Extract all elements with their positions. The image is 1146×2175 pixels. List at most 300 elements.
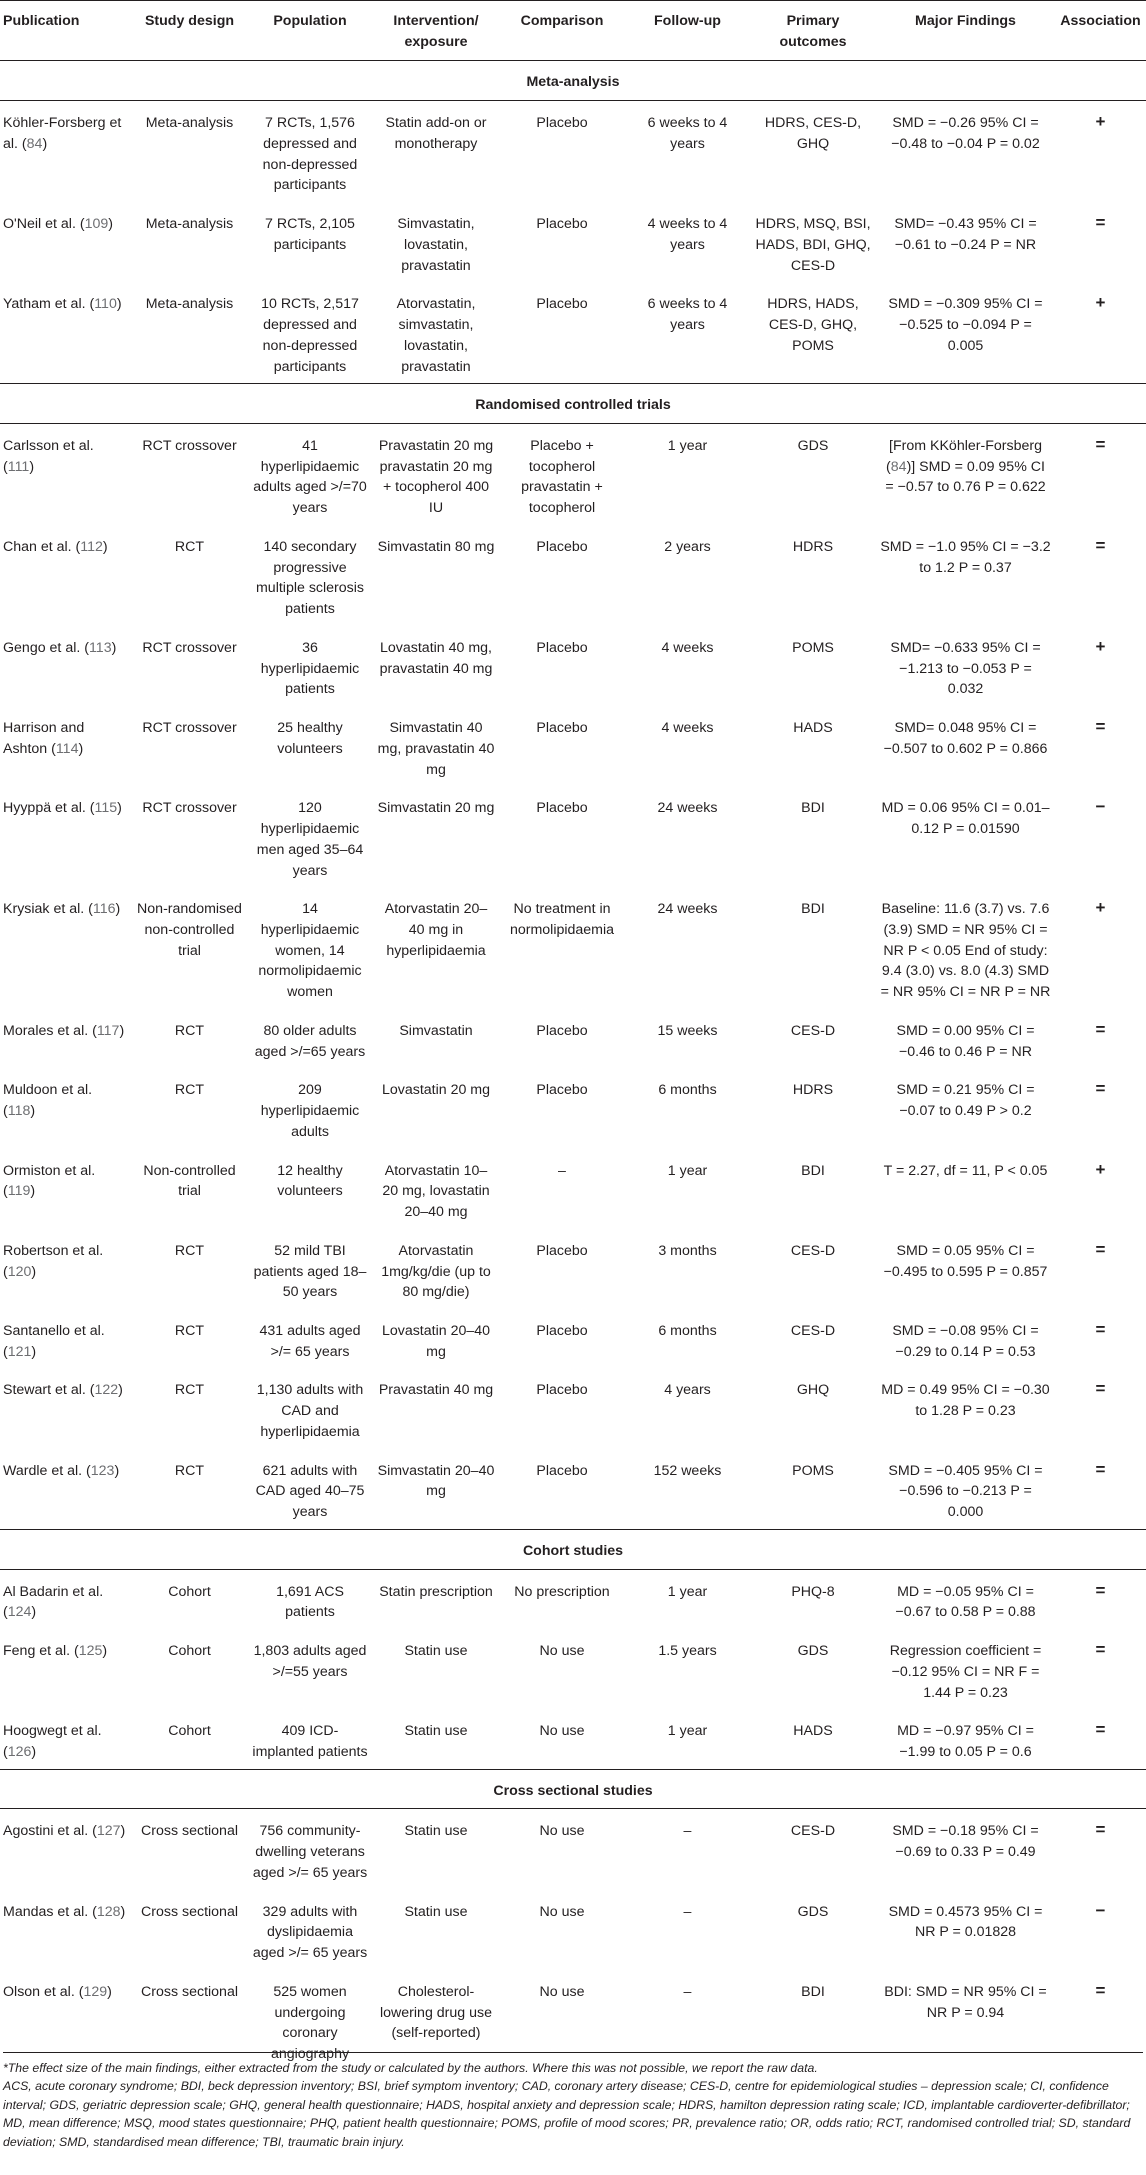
publication-close: ) bbox=[114, 1462, 120, 1479]
cell-intervention: Simvastatin 20–40 mg bbox=[377, 1462, 495, 1500]
cell-association: + bbox=[1095, 898, 1106, 918]
cell-follow-up: 4 years bbox=[664, 1382, 711, 1399]
table-row bbox=[0, 282, 1146, 383]
cell-intervention: Pravastatin 40 mg bbox=[378, 1382, 494, 1399]
cell-major-findings bbox=[876, 786, 1055, 887]
header-intervention: Intervention/ exposure bbox=[373, 1, 499, 61]
table-row bbox=[0, 525, 1146, 626]
publication-close: ) bbox=[31, 1604, 37, 1621]
findings-text: Regression coefficient = −0.12 95% CI = NR F = 1.44 P = 0.23 bbox=[889, 1643, 1042, 1701]
cell-primary-outcomes: CES-D bbox=[790, 1022, 836, 1039]
findings-text: SMD = −0.18 95% CI = −0.69 to 0.33 P = 0.49 bbox=[892, 1823, 1039, 1861]
cell-primary-outcomes: POMS bbox=[792, 639, 834, 656]
cell-publication bbox=[0, 887, 132, 1009]
table-row bbox=[0, 1068, 1146, 1148]
findings-text: SMD= −0.43 95% CI = −0.61 to −0.24 P = NR bbox=[894, 216, 1037, 253]
table-row bbox=[0, 1569, 1146, 1629]
findings-text: SMD= −0.633 95% CI = −1.213 to −0.053 P = 0.032 bbox=[890, 639, 1041, 698]
cell-study-design: RCT crossover bbox=[142, 639, 237, 656]
cell-primary-outcomes: PHQ-8 bbox=[791, 1583, 835, 1600]
table-row bbox=[0, 202, 1146, 282]
publication-close: ) bbox=[111, 639, 117, 656]
cell-study-design: Cohort bbox=[168, 1583, 211, 1600]
cell-population: 14 hyperlipidaemic women, 14 normolipidaemic women bbox=[258, 901, 362, 1001]
publication-close: ) bbox=[107, 1983, 112, 2000]
reference-number: 84 bbox=[26, 135, 43, 152]
cell-major-findings bbox=[876, 1149, 1055, 1229]
reference-number: 122 bbox=[94, 1382, 119, 1399]
cell-association: = bbox=[1095, 213, 1106, 233]
reference-number: 127 bbox=[96, 1823, 121, 1840]
table-row bbox=[0, 101, 1146, 202]
cell-population: 1,130 adults with CAD and hyperlipidaemia bbox=[256, 1382, 364, 1440]
cell-comparison: Placebo bbox=[536, 1082, 588, 1099]
reference-number: 115 bbox=[94, 800, 118, 817]
table-row bbox=[0, 1709, 1146, 1769]
header-publication: Publication bbox=[0, 1, 132, 61]
cell-follow-up: – bbox=[683, 1903, 692, 1920]
cell-intervention: Simvastatin bbox=[399, 1022, 473, 1039]
cell-population: 7 RCTs, 2,105 participants bbox=[265, 216, 355, 253]
table-row bbox=[0, 1149, 1146, 1229]
cell-population: 120 hyperlipidaemic men aged 35–64 years bbox=[256, 800, 364, 879]
cell-study-design: RCT crossover bbox=[142, 720, 237, 737]
publication-authors: Carlsson et al. ( bbox=[3, 438, 94, 475]
cell-association: = bbox=[1095, 1980, 1106, 2000]
cell-study-design: RCT bbox=[174, 1462, 205, 1479]
publication-authors: Hyyppä et al. ( bbox=[3, 800, 95, 817]
cell-association: + bbox=[1095, 112, 1106, 132]
cell-association: = bbox=[1095, 1459, 1106, 1479]
cell-association: + bbox=[1095, 293, 1106, 313]
header-study-design: Study design bbox=[132, 1, 247, 61]
cell-comparison: No use bbox=[539, 1903, 585, 1920]
cell-primary-outcomes: BDI bbox=[801, 800, 825, 817]
findings-text: MD = 0.49 95% CI = −0.30 to 1.28 P = 0.23 bbox=[881, 1382, 1050, 1420]
cell-major-findings bbox=[876, 1309, 1055, 1368]
publication-authors: Köhler-Forsberg et al. ( bbox=[3, 115, 122, 152]
cell-population: 329 adults with dyslipidaemia aged >/= 65 years bbox=[252, 1903, 368, 1962]
cell-population: 756 community-dwelling veterans aged >/= 65 years bbox=[252, 1823, 368, 1881]
cell-publication bbox=[0, 1890, 132, 1970]
publication-authors: Mandas et al. ( bbox=[3, 1903, 97, 1920]
cell-intervention: Statin use bbox=[404, 1643, 468, 1660]
publication-close: ) bbox=[31, 1744, 37, 1760]
cell-publication bbox=[0, 1809, 132, 1890]
cell-publication bbox=[0, 1068, 132, 1148]
cell-association: = bbox=[1095, 1580, 1106, 1600]
cell-study-design: RCT bbox=[174, 1242, 205, 1259]
cell-association: = bbox=[1095, 1720, 1106, 1740]
cell-population: 52 mild TBI patients aged 18–50 years bbox=[253, 1242, 367, 1301]
cell-intervention: Simvastatin 80 mg bbox=[377, 538, 495, 555]
table-row bbox=[0, 1309, 1146, 1368]
cell-study-design: RCT bbox=[174, 538, 205, 555]
cell-primary-outcomes: HDRS bbox=[792, 538, 834, 555]
cell-study-design: Cross sectional bbox=[141, 1983, 238, 2000]
cell-publication bbox=[0, 1149, 132, 1229]
cell-publication bbox=[0, 1009, 132, 1068]
findings-text: Baseline: 11.6 (3.7) vs. 7.6 (3.9) SMD = NR 95% CI = NR P < 0.05 End of study: 9.4 (3.0) vs. 8.0 (4.3) SMD = NR 95% CI = NR P = NR bbox=[880, 901, 1051, 1001]
header-row bbox=[0, 1, 1146, 61]
cell-follow-up: 152 weeks bbox=[653, 1462, 722, 1479]
cell-comparison: No use bbox=[539, 1643, 585, 1660]
cell-publication bbox=[0, 706, 132, 786]
cell-population: 25 healthy volunteers bbox=[277, 720, 343, 757]
cell-primary-outcomes: GDS bbox=[797, 1903, 829, 1920]
cell-major-findings bbox=[876, 1009, 1055, 1068]
cell-association: = bbox=[1095, 1239, 1106, 1259]
table-row bbox=[0, 1229, 1146, 1309]
cell-intervention: Lovastatin 20–40 mg bbox=[381, 1322, 491, 1360]
cell-comparison: Placebo bbox=[536, 216, 588, 233]
findings-text: SMD = −0.405 95% CI = −0.596 to −0.213 P = 0.000 bbox=[888, 1462, 1043, 1521]
cell-major-findings bbox=[876, 706, 1055, 786]
section-header-row bbox=[0, 384, 1146, 424]
cell-major-findings bbox=[876, 1629, 1055, 1709]
cell-intervention: Simvastatin, lovastatin, pravastatin bbox=[397, 216, 475, 274]
cell-follow-up: 6 months bbox=[658, 1082, 717, 1099]
footnote-abbreviations: ACS, acute coronary syndrome; BDI, beck depression inventory; BSI, brief symptom inventory; CAD, coronary artery disease; CES-D, centre for epidemiological studies – depression scale; CI, confidence interval; GDS, geriatric depression scale; GHQ, general health questionnaire; HADS, hospital anxiety and depression scale; HDRS, hamilton depression rating scale; ICD, implantable cardioverter-defibrillator; MD, mean difference; MSQ, mood states questionnaire; PHQ, patient health questionnaire; POMS, profile of mood scores; PR, prevalence ratio; OR, odds ratio; RCT, randomised controlled trial; SD, standard deviation; SMD, standardised mean difference; TBI, traumatic brain injury. bbox=[3, 2079, 1131, 2149]
cell-major-findings bbox=[876, 626, 1055, 706]
findings-text: SMD = 0.00 95% CI = −0.46 to 0.46 P = NR bbox=[896, 1022, 1035, 1060]
publication-authors: Chan et al. ( bbox=[3, 538, 81, 555]
cell-follow-up: 1.5 years bbox=[658, 1643, 717, 1660]
cell-publication bbox=[0, 424, 132, 525]
cell-publication bbox=[0, 1709, 132, 1769]
cell-major-findings bbox=[876, 1068, 1055, 1148]
cell-comparison: Placebo bbox=[536, 296, 588, 313]
cell-population: 525 women undergoing coronary angiography bbox=[270, 1983, 350, 2063]
table-header bbox=[0, 1, 1146, 61]
cell-population: 7 RCTs, 1,576 depressed and non-depressed participants bbox=[262, 115, 358, 194]
reference-number: 128 bbox=[96, 1903, 121, 1920]
reference-number: 110 bbox=[94, 296, 117, 313]
cell-major-findings bbox=[876, 887, 1055, 1009]
section-title: Cross sectional studies bbox=[0, 1769, 1146, 1809]
cell-association: = bbox=[1095, 1319, 1106, 1339]
footnote-effect-size: *The effect size of the main findings, either extracted from the study or calculated by the authors. Where this was not possible, we report the raw data. bbox=[3, 2061, 818, 2075]
cell-major-findings bbox=[876, 424, 1055, 525]
cell-primary-outcomes: POMS bbox=[792, 1462, 834, 1479]
cell-primary-outcomes: CES-D bbox=[790, 1322, 836, 1339]
cell-major-findings bbox=[876, 1569, 1055, 1629]
cell-follow-up: 24 weeks bbox=[657, 800, 718, 817]
cell-publication bbox=[0, 1368, 132, 1448]
cell-primary-outcomes: HDRS, CES-D, GHQ bbox=[764, 115, 862, 152]
cell-follow-up: 1 year bbox=[667, 438, 708, 455]
findings-text: SMD= 0.048 95% CI = −0.507 to 0.602 P = 0.866 bbox=[883, 720, 1048, 757]
cell-population: 431 adults aged >/= 65 years bbox=[259, 1322, 361, 1360]
cell-intervention: Statin prescription bbox=[379, 1583, 493, 1600]
cell-publication bbox=[0, 1229, 132, 1309]
findings-text: SMD = −1.0 95% CI = −3.2 to 1.2 P = 0.37 bbox=[880, 538, 1051, 576]
cell-publication bbox=[0, 786, 132, 887]
publication-authors: Krysiak et al. ( bbox=[3, 901, 93, 918]
cell-major-findings bbox=[876, 1229, 1055, 1309]
cell-comparison: Placebo bbox=[536, 720, 588, 737]
cell-study-design: RCT bbox=[174, 1322, 205, 1339]
cell-population: 10 RCTs, 2,517 depressed and non-depressed participants bbox=[261, 296, 359, 375]
cell-primary-outcomes: GDS bbox=[797, 438, 829, 455]
cell-study-design: RCT crossover bbox=[142, 438, 237, 455]
cell-intervention: Statin use bbox=[404, 1723, 468, 1740]
cell-major-findings bbox=[876, 1449, 1055, 1530]
table-row bbox=[0, 1629, 1146, 1709]
publication-authors: Ormiston et al. ( bbox=[3, 1162, 96, 1200]
cell-population: 41 hyperlipidaemic adults aged >/=70 years bbox=[253, 438, 367, 517]
section-header-row bbox=[0, 61, 1146, 101]
cell-association: = bbox=[1095, 1079, 1106, 1099]
publication-close: ) bbox=[116, 296, 122, 313]
cell-publication bbox=[0, 282, 132, 383]
cell-comparison: Placebo bbox=[536, 1242, 588, 1259]
findings-text: MD = −0.05 95% CI = −0.67 to 0.58 P = 0.88 bbox=[895, 1583, 1036, 1621]
publication-close: ) bbox=[120, 1823, 126, 1840]
publication-authors: Feng et al. ( bbox=[3, 1643, 79, 1660]
table-row bbox=[0, 1809, 1146, 1890]
cell-association: = bbox=[1095, 435, 1106, 455]
cell-primary-outcomes: HADS bbox=[793, 1723, 833, 1740]
cell-follow-up: 24 weeks bbox=[657, 901, 718, 918]
findings-text: SMD = 0.21 95% CI = −0.07 to 0.49 P > 0.2 bbox=[896, 1082, 1035, 1120]
cell-comparison: No use bbox=[539, 1823, 585, 1840]
cell-major-findings bbox=[876, 101, 1055, 202]
section-title: Meta-analysis bbox=[0, 61, 1146, 101]
cell-study-design: Cross sectional bbox=[141, 1823, 238, 1840]
reference-number: 120 bbox=[7, 1263, 32, 1280]
reference-number: 126 bbox=[7, 1744, 32, 1760]
cell-comparison: Placebo bbox=[536, 1382, 588, 1399]
cell-study-design: Meta-analysis bbox=[145, 115, 234, 132]
cell-population: 209 hyperlipidaemic adults bbox=[260, 1082, 360, 1140]
table-row bbox=[0, 626, 1146, 706]
table-row bbox=[0, 424, 1146, 525]
cell-publication bbox=[0, 626, 132, 706]
cell-comparison: Placebo bbox=[536, 538, 588, 555]
table-row bbox=[0, 1890, 1146, 1970]
reference-number: 114 bbox=[55, 740, 79, 757]
cell-follow-up: 6 weeks to 4 years bbox=[647, 115, 728, 152]
cell-association: = bbox=[1095, 1379, 1106, 1399]
table-row bbox=[0, 1368, 1146, 1448]
cell-major-findings bbox=[876, 525, 1055, 626]
publication-authors: Stewart et al. ( bbox=[3, 1382, 95, 1399]
cell-comparison: Placebo bbox=[536, 115, 588, 132]
cell-intervention: Statin use bbox=[404, 1823, 468, 1840]
section-header-row bbox=[0, 1769, 1146, 1809]
cell-publication bbox=[0, 101, 132, 202]
cell-comparison: – bbox=[558, 1162, 566, 1179]
cell-population: 409 ICD-implanted patients bbox=[252, 1723, 368, 1760]
publication-close: ) bbox=[118, 1382, 123, 1399]
cell-primary-outcomes: HDRS, MSQ, BSI, HADS, BDI, GHQ, CES-D bbox=[755, 216, 871, 274]
reference-number: 124 bbox=[7, 1604, 32, 1621]
publication-authors: Harrison and Ashton ( bbox=[3, 720, 85, 757]
cell-major-findings bbox=[876, 1809, 1055, 1890]
cell-comparison: Placebo bbox=[536, 1022, 588, 1039]
cell-comparison: No treatment in normolipidaemia bbox=[509, 901, 615, 938]
publication-authors: Olson et al. ( bbox=[3, 1983, 84, 2000]
findings-reference-number: 84 bbox=[890, 458, 907, 475]
cell-primary-outcomes: GDS bbox=[797, 1643, 829, 1660]
cell-intervention: Atorvastatin 20–40 mg in hyperlipidaemia bbox=[384, 901, 488, 959]
cell-study-design: Meta-analysis bbox=[145, 216, 234, 233]
cell-publication bbox=[0, 1449, 132, 1530]
publication-close: ) bbox=[119, 1022, 125, 1039]
publication-authors: Santanello et al. ( bbox=[3, 1322, 105, 1360]
header-comparison: Comparison bbox=[499, 1, 625, 61]
table-footnotes bbox=[3, 2052, 1143, 2151]
publication-authors: O'Neil et al. ( bbox=[3, 216, 85, 233]
reference-number: 117 bbox=[96, 1022, 120, 1039]
cell-intervention: Atorvastatin 10–20 mg, lovastatin 20–40 mg bbox=[382, 1162, 490, 1221]
cell-comparison: Placebo bbox=[536, 1322, 588, 1339]
cell-association: + bbox=[1095, 636, 1106, 656]
cell-population: 1,691 ACS patients bbox=[276, 1583, 344, 1621]
reference-number: 121 bbox=[7, 1343, 32, 1360]
reference-number: 118 bbox=[7, 1103, 31, 1120]
cell-follow-up: 1 year bbox=[667, 1583, 708, 1600]
findings-text: SMD = −0.08 95% CI = −0.29 to 0.14 P = 0.53 bbox=[892, 1322, 1039, 1360]
publication-authors: Wardle et al. ( bbox=[3, 1462, 91, 1479]
reference-number: 119 bbox=[7, 1183, 31, 1200]
cell-study-design: RCT bbox=[174, 1022, 205, 1039]
cell-major-findings bbox=[876, 282, 1055, 383]
cell-association: + bbox=[1095, 1159, 1106, 1179]
cell-study-design: Cohort bbox=[168, 1723, 211, 1740]
findings-text: T = 2.27, df = 11, P < 0.05 bbox=[883, 1162, 1048, 1179]
cell-primary-outcomes: HADS bbox=[793, 720, 833, 737]
cell-publication bbox=[0, 202, 132, 282]
cell-primary-outcomes: CES-D bbox=[790, 1823, 836, 1840]
cell-study-design: Non-controlled trial bbox=[143, 1162, 236, 1200]
cell-comparison: No prescription bbox=[514, 1583, 610, 1600]
cell-follow-up: 6 weeks to 4 years bbox=[647, 296, 728, 334]
cell-follow-up: 4 weeks bbox=[661, 639, 714, 656]
publication-close: ) bbox=[102, 1643, 108, 1660]
cell-population: 140 secondary progressive multiple sclerosis patients bbox=[255, 538, 364, 618]
cell-publication bbox=[0, 1629, 132, 1709]
cell-primary-outcomes: BDI bbox=[801, 1162, 825, 1179]
cell-primary-outcomes: HDRS bbox=[792, 1082, 834, 1099]
publication-authors: Muldoon et al. ( bbox=[3, 1082, 93, 1120]
publication-close: ) bbox=[31, 1343, 37, 1360]
cell-population: 36 hyperlipidaemic patients bbox=[260, 639, 360, 698]
reference-number: 116 bbox=[92, 901, 116, 918]
cell-association: − bbox=[1095, 1900, 1106, 1920]
cell-intervention: Pravastatin 20 mg pravastatin 20 mg + tocopherol 400 IU bbox=[378, 438, 494, 517]
cell-publication bbox=[0, 1309, 132, 1368]
reference-number: 125 bbox=[78, 1643, 103, 1660]
publication-authors: Gengo et al. ( bbox=[3, 639, 89, 656]
findings-source: [From KKöhler-Forsberg ( bbox=[886, 438, 1042, 475]
table-row bbox=[0, 887, 1146, 1009]
cell-association: = bbox=[1095, 717, 1106, 737]
cell-intervention: Lovastatin 40 mg, pravastatin 40 mg bbox=[379, 639, 493, 677]
cell-comparison: No use bbox=[539, 1983, 585, 2000]
publication-authors: Yatham et al. ( bbox=[3, 296, 95, 313]
header-major-findings: Major Findings bbox=[876, 1, 1055, 61]
cell-study-design: RCT bbox=[174, 1382, 205, 1399]
cell-primary-outcomes: BDI bbox=[801, 901, 825, 918]
cell-association: = bbox=[1095, 535, 1106, 555]
cell-intervention: Simvastatin 40 mg, pravastatin 40 mg bbox=[377, 720, 495, 778]
findings-text: SMD = −0.309 95% CI = −0.525 to −0.094 P = 0.005 bbox=[888, 296, 1043, 354]
publication-close: ) bbox=[120, 1903, 126, 1920]
section-title: Cohort studies bbox=[0, 1529, 1146, 1569]
cell-follow-up: 2 years bbox=[664, 538, 711, 555]
cell-major-findings bbox=[876, 1709, 1055, 1769]
cell-association: = bbox=[1095, 1019, 1106, 1039]
cell-follow-up: 15 weeks bbox=[657, 1022, 718, 1039]
cell-comparison: Placebo + tocopherol pravastatin + tocopherol bbox=[521, 438, 603, 517]
reference-number: 111 bbox=[7, 458, 30, 475]
table-row bbox=[0, 786, 1146, 887]
publication-close: ) bbox=[30, 1183, 36, 1200]
findings-text: BDI: SMD = NR 95% CI = NR P = 0.94 bbox=[884, 1983, 1047, 2021]
publication-close: ) bbox=[115, 901, 121, 918]
cell-follow-up: 1 year bbox=[667, 1162, 708, 1179]
section-header-row bbox=[0, 1529, 1146, 1569]
cell-major-findings bbox=[876, 1368, 1055, 1448]
cell-primary-outcomes: CES-D bbox=[790, 1242, 836, 1259]
reference-number: 129 bbox=[83, 1983, 108, 2000]
cell-primary-outcomes: HDRS, HADS, CES-D, GHQ, POMS bbox=[767, 296, 859, 354]
table-body bbox=[0, 61, 1146, 2071]
header-association: Association bbox=[1055, 1, 1146, 61]
findings-text: SMD = −0.26 95% CI = −0.48 to −0.04 P = 0.02 bbox=[891, 115, 1040, 152]
findings-text: )] SMD = 0.09 95% CI = −0.57 to 0.76 P = 0.622 bbox=[885, 458, 1046, 496]
header-primary-outcomes: Primary outcomes bbox=[750, 1, 876, 61]
header-follow-up: Follow-up bbox=[625, 1, 750, 61]
cell-association: = bbox=[1095, 1640, 1106, 1660]
cell-comparison: Placebo bbox=[536, 1462, 588, 1479]
publication-close: ) bbox=[29, 458, 35, 475]
reference-number: 123 bbox=[90, 1462, 115, 1479]
cell-population: 621 adults with CAD aged 40–75 years bbox=[255, 1462, 365, 1521]
cell-publication bbox=[0, 525, 132, 626]
cell-study-design: Cross sectional bbox=[141, 1903, 238, 1920]
cell-comparison: Placebo bbox=[536, 639, 588, 656]
cell-study-design: RCT bbox=[174, 1082, 205, 1099]
cell-intervention: Cholesterol-lowering drug use (self-reported) bbox=[380, 1983, 492, 2042]
cell-intervention: Simvastatin 20 mg bbox=[377, 800, 495, 817]
publication-close: ) bbox=[31, 1263, 37, 1280]
table-row bbox=[0, 1009, 1146, 1068]
cell-intervention: Lovastatin 20 mg bbox=[381, 1082, 491, 1099]
table-row bbox=[0, 706, 1146, 786]
cell-intervention: Statin use bbox=[404, 1903, 468, 1920]
cell-major-findings bbox=[876, 202, 1055, 282]
cell-population: 1,803 adults aged >/=55 years bbox=[253, 1643, 367, 1680]
cell-publication bbox=[0, 1569, 132, 1629]
cell-intervention: Atorvastatin 1mg/kg/die (up to 80 mg/die) bbox=[381, 1242, 491, 1301]
cell-follow-up: – bbox=[683, 1823, 692, 1840]
publication-authors: Agostini et al. ( bbox=[3, 1823, 97, 1840]
header-population: Population bbox=[247, 1, 373, 61]
publication-close: ) bbox=[102, 538, 108, 555]
cell-follow-up: – bbox=[683, 1983, 692, 2000]
publication-authors: Morales et al. ( bbox=[3, 1022, 97, 1039]
cell-follow-up: 4 weeks bbox=[661, 720, 714, 737]
cell-comparison: No use bbox=[539, 1723, 585, 1740]
table-row bbox=[0, 1449, 1146, 1530]
publication-authors: Hoogwegt et al. ( bbox=[3, 1723, 102, 1760]
cell-study-design: Cohort bbox=[168, 1643, 211, 1660]
cell-intervention: Atorvastatin, simvastatin, lovastatin, pravastatin bbox=[396, 296, 476, 375]
cell-association: = bbox=[1095, 1820, 1106, 1840]
